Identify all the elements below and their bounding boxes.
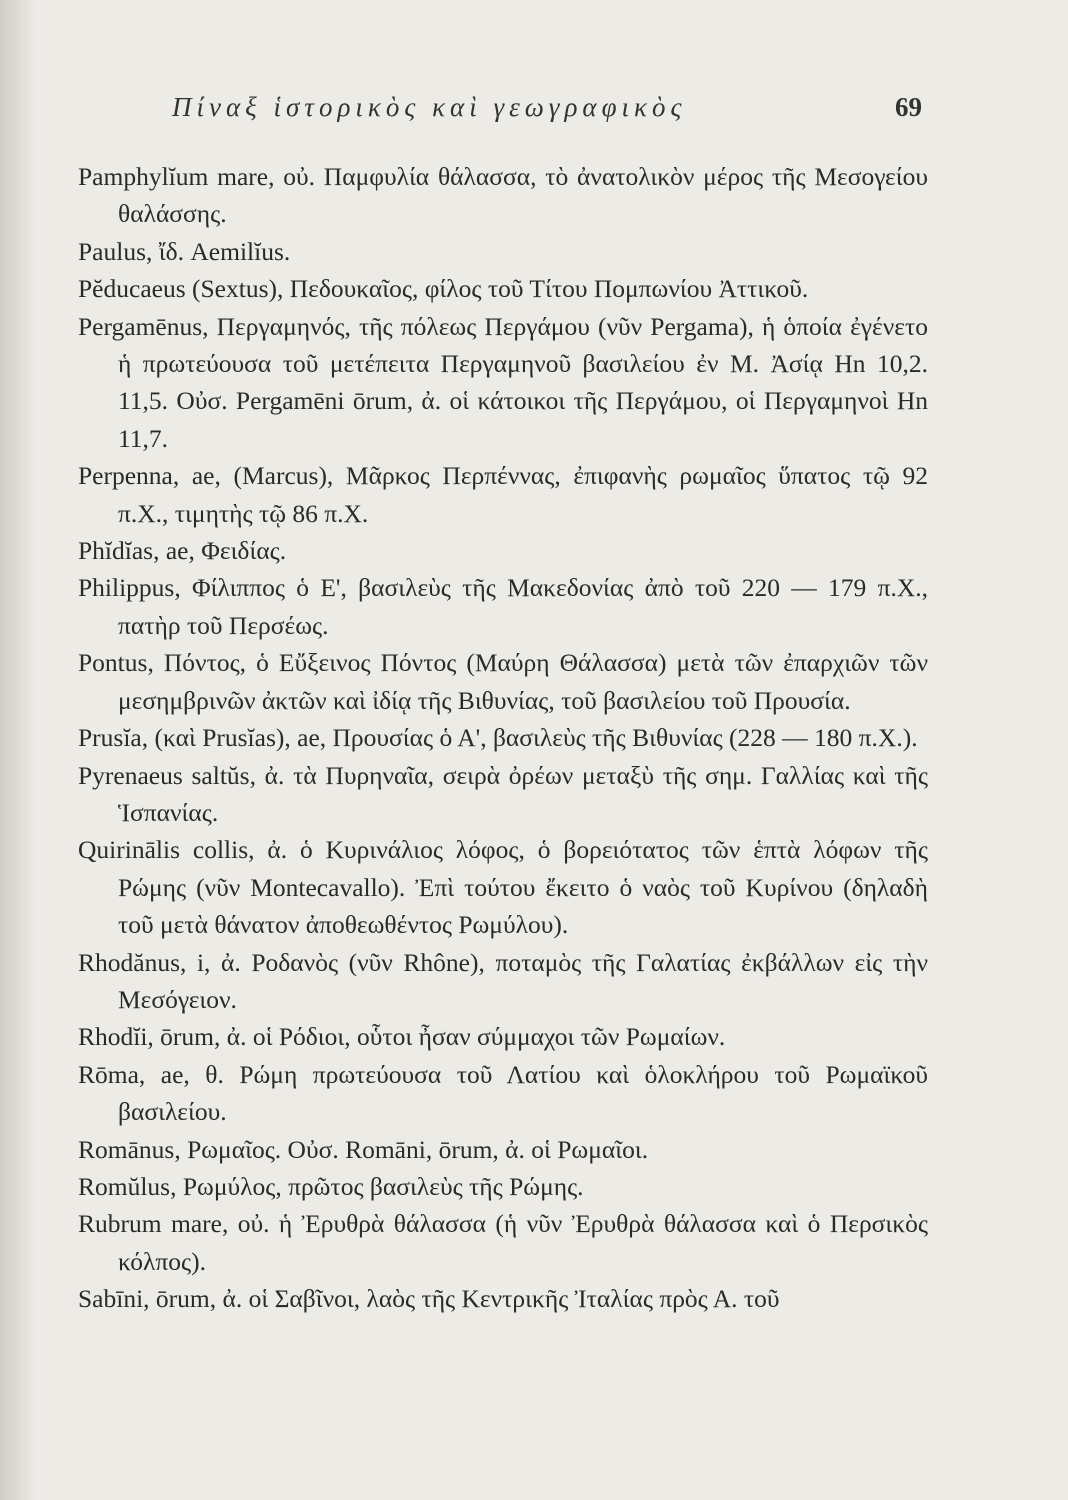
glossary-entries (78, 158, 928, 1318)
glossary-entry: Romānus, Ρωμαῖος. Οὐσ. Romāni, ōrum, ἀ. οἱ Ρωμαῖοι. (78, 1134, 649, 1164)
glossary-entry: Pĕducaeus (Sextus), Πεδουκαῖος, φίλος τοῦ Τίτου Πομπωνίου Ἀττικοῦ. (78, 274, 809, 304)
glossary-entry: Prusĭa, (καὶ Prusĭas), ae, Προυσίας ὁ Α', βασιλεὺς τῆς Βιθυνίας (228 — 180 π.Χ.). (78, 723, 918, 753)
glossary-entry: Rubrum mare, οὐ. ἡ Ἐρυθρὰ θάλασσα (ἡ νῦν Ἐρυθρὰ θάλασσα καὶ ὁ Περσικὸς κόλπος). (78, 1209, 928, 1276)
glossary-entry: Phĭdĭas, ae, Φειδίας. (78, 536, 287, 566)
glossary-entry: Romŭlus, Ρωμύλος, πρῶτος βασιλεὺς τῆς Ρώμης. (78, 1171, 584, 1201)
glossary-entry: Rhodĭi, ōrum, ἀ. οἱ Ρόδιοι, οὗτοι ἦσαν σύμμαχοι τῶν Ρωμαίων. (78, 1022, 726, 1052)
glossary-entry: Perpenna, ae, (Marcus), Μᾶρκος Περπέννας, ἐπιφανὴς ρωμαῖος ὕπατος τῷ 92 π.Χ., τιμητὴς τῷ 86 π.Χ. (78, 461, 928, 528)
glossary-entry: Rhodănus, i, ἀ. Ροδανὸς (νῦν Rhône), ποταμὸς τῆς Γαλατίας ἐκβάλλων εἰς τὴν Μεσόγειον. (78, 947, 928, 1014)
binding-shadow (0, 0, 36, 1500)
glossary-entry: Pontus, Πόντος, ὁ Εὔξεινος Πόντος (Μαύρη Θάλασσα) μετὰ τῶν ἐπαρχιῶν τῶν μεσημβρινῶν ἀκτῶν καὶ ἰδίᾳ τῆς Βιθυνίας, τοῦ βασιλείου τοῦ Προυσία. (78, 648, 928, 715)
glossary-entry: Pergamēnus, Περγαμηνός, τῆς πόλεως Περγάμου (νῦν Pergama), ἡ ὁποία ἐγένετο ἡ πρωτεύουσα τοῦ μετέπειτα Περγαμηνοῦ βασιλείου ἐν Μ. Ἀσίᾳ Ηn 10,2. 11,5. Οὐσ. Pergamēni ōrum, ἀ. οἱ κάτοικοι τῆς Περγάμου, οἱ Περγαμηνοὶ Ηn 11,7. (78, 311, 928, 453)
running-title: Πίναξ ἱστορικὸς καὶ γεωγραφικὸς (172, 92, 687, 122)
page-number: 69 (895, 92, 922, 122)
glossary-entry: Pyrenaeus saltŭs, ἀ. τὰ Πυρηναῖα, σειρὰ ὀρέων μεταξὺ τῆς σημ. Γαλλίας καὶ τῆς Ἱσπανίας. (78, 760, 928, 827)
glossary-entry: Rōma, ae, θ. Ρώμη πρωτεύουσα τοῦ Λατίου καὶ ὁλοκλήρου τοῦ Ρωμαϊκοῦ βασιλείου. (78, 1059, 928, 1127)
glossary-entry: Sabīni, ōrum, ἀ. οἱ Σαβῖνοι, λαὸς τῆς Κεντρικῆς Ἰταλίας πρὸς Α. τοῦ (78, 1284, 780, 1314)
glossary-entry: Paulus, ἴδ. Aemilĭus. (78, 236, 291, 266)
glossary-entry: Philippus, Φίλιππος ὁ Ε', βασιλεὺς τῆς Μακεδονίας ἀπὸ τοῦ 220 — 179 π.Χ., πατὴρ τοῦ Περσέως. (78, 573, 928, 640)
glossary-entry: Pamphylĭum mare, οὐ. Παμφυλία θάλασσα, τὸ ἀνατολικὸν μέρος τῆς Μεσογείου θαλάσσης. (78, 162, 928, 229)
glossary-entry: Quirinālis collis, ἀ. ὁ Κυρινάλιος λόφος, ὁ βορειότατος τῶν ἑπτὰ λόφων τῆς Ρώμης (νῦν Montecavallo). Ἐπὶ τούτου ἔκειτο ὁ ναὸς τοῦ Κυρίνου (δηλαδὴ τοῦ μετὰ θάνατον ἀποθεωθέντος Ρωμύλου). (78, 835, 928, 940)
page-header (172, 92, 922, 132)
